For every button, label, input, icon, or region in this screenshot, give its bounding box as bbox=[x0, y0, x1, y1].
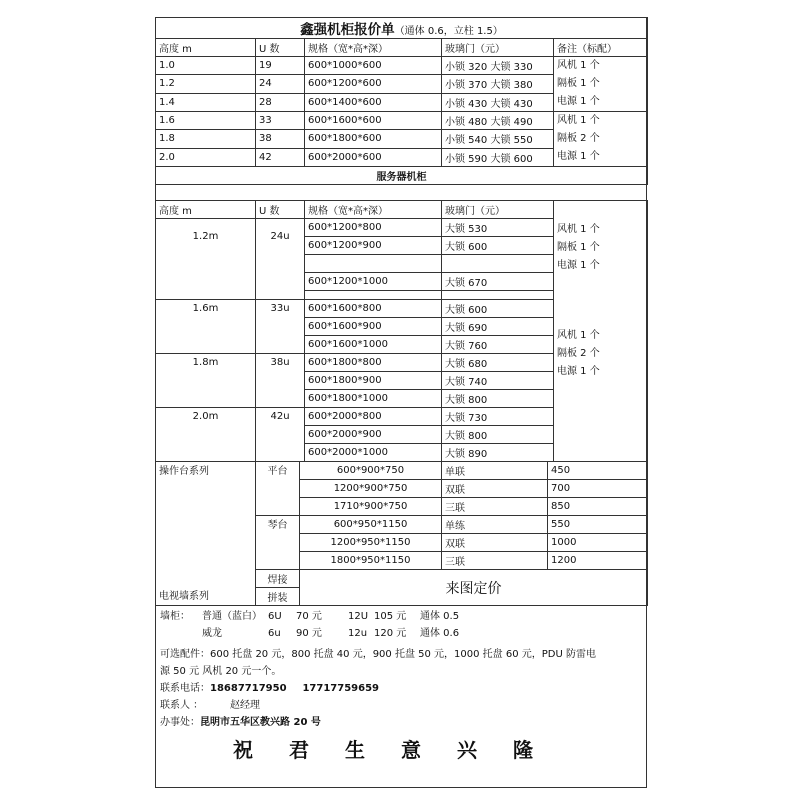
table-row: 拼装 bbox=[156, 588, 648, 606]
col-glass-door: 玻璃门（元） bbox=[442, 39, 554, 57]
table-row: 1.4 28 600*1400*600 小锁 430 大锁 430 bbox=[156, 93, 648, 111]
table-row: 2.0 42 600*2000*600 小锁 590 大锁 600 bbox=[156, 148, 648, 166]
table-row: 600*1800*900 大锁 740 bbox=[156, 372, 648, 390]
accessories-line-2: 源 50 元 风机 20 元一个。 bbox=[160, 666, 282, 677]
table-row: 1.8 38 600*1800*600 小锁 540 大锁 550 bbox=[156, 130, 648, 148]
col-spec: 规格（宽*高*深） bbox=[305, 39, 442, 57]
table-row: 2.0m 42u 600*2000*800 大锁 730 bbox=[156, 408, 648, 426]
office-address: 办事处：昆明市五华区教兴路 20 号 bbox=[160, 717, 321, 728]
server-notes-cell: 风机 1 个 隔板 1 个 电源 1 个 风机 1 个 隔板 2 个 电源 1 个 bbox=[554, 201, 648, 462]
table-row: 琴台 600*950*1150 单练 550 bbox=[156, 516, 648, 534]
table-row: 600*2000*900 大锁 800 bbox=[156, 426, 648, 444]
col-notes: 备注（标配） bbox=[554, 39, 648, 57]
table-row: 600*1600*1000 大锁 760 bbox=[156, 336, 648, 354]
slogan: 祝君生意兴隆 bbox=[233, 738, 569, 762]
network-cabinet-table bbox=[155, 17, 648, 185]
contact-person: 联系人 ： 赵经理 bbox=[160, 700, 260, 711]
accessories-line-1: 可选配件：600 托盘 20 元，800 托盘 40 元，900 托盘 50 元，1000 托盘 60 元，PDU 防雷电 bbox=[160, 649, 596, 660]
table-row: 600*1800*1000 大锁 800 bbox=[156, 390, 648, 408]
console-table bbox=[155, 461, 648, 606]
network-header-row bbox=[156, 39, 648, 57]
table-row: 1.6 33 600*1600*600 小锁 480 大锁 490 风机 1 个 隔板 2 个 电源 1 个 bbox=[156, 112, 648, 130]
server-cabinet-table bbox=[155, 200, 648, 462]
notes-cell: 风机 1 个 隔板 1 个 电源 1 个 bbox=[554, 57, 648, 112]
table-row: 600*1600*900 大锁 690 bbox=[156, 318, 648, 336]
col-height: 高度 m bbox=[156, 39, 256, 57]
server-section-title: 服务器机柜 bbox=[156, 167, 648, 185]
wall-cabinet-line-1: 墙柜： 普通（蓝白） 6U 70 元 12U 105 元 通体 0.5 bbox=[160, 611, 460, 622]
table-row: 焊接 来图定价 bbox=[156, 570, 648, 588]
col-u: U 数 bbox=[256, 39, 305, 57]
server-header-row: 高度 m U 数 规格（宽*高*深） 玻璃门（元） 风机 1 个 隔板 1 个 电源 1 个 风机 1 个 隔板 2 个 电源 1 个 bbox=[156, 201, 648, 219]
table-row: 600*2000*1000 大锁 890 bbox=[156, 444, 648, 462]
table-row: 1.8m 38u 600*1800*800 大锁 680 bbox=[156, 354, 648, 372]
table-row: 1710*900*750 三联 850 bbox=[156, 498, 648, 516]
table-row: 1200*900*750 双联 700 bbox=[156, 480, 648, 498]
wall-cabinet-line-2: 威龙 6u 90 元 12u 120 元 通体 0.6 bbox=[202, 628, 460, 639]
table-row: 1800*950*1150 三联 1200 bbox=[156, 552, 648, 570]
table-row: 1.6m 33u 600*1600*800 大锁 600 bbox=[156, 300, 648, 318]
table-row: 600*1200*900 大锁 600 bbox=[156, 237, 648, 255]
table-row: 1.2 24 600*1200*600 小锁 370 大锁 380 bbox=[156, 75, 648, 93]
table-row: 1200*950*1150 双联 1000 bbox=[156, 534, 648, 552]
quote-by-drawing: 来图定价 bbox=[300, 570, 648, 606]
table-row: 1.0 19 600*1000*600 小锁 320 大锁 330 风机 1 个 隔板 1 个 电源 1 个 bbox=[156, 57, 648, 75]
contact-phone: 联系电话：18687717950 17717759659 bbox=[160, 683, 379, 694]
table-row: 操作台系列 电视墙系列 平台 600*900*750 单联 450 bbox=[156, 462, 648, 480]
table-row: 600*1200*1000 大锁 670 bbox=[156, 273, 648, 291]
page-title: 鑫强机柜报价单（通体 0.6，立柱 1.5） bbox=[156, 18, 648, 39]
series-label-cell: 操作台系列 电视墙系列 bbox=[156, 462, 256, 606]
notes-cell: 风机 1 个 隔板 2 个 电源 1 个 bbox=[554, 112, 648, 167]
table-row: 1.2m 24u 600*1200*800 大锁 530 bbox=[156, 219, 648, 237]
footer-info bbox=[160, 609, 644, 732]
